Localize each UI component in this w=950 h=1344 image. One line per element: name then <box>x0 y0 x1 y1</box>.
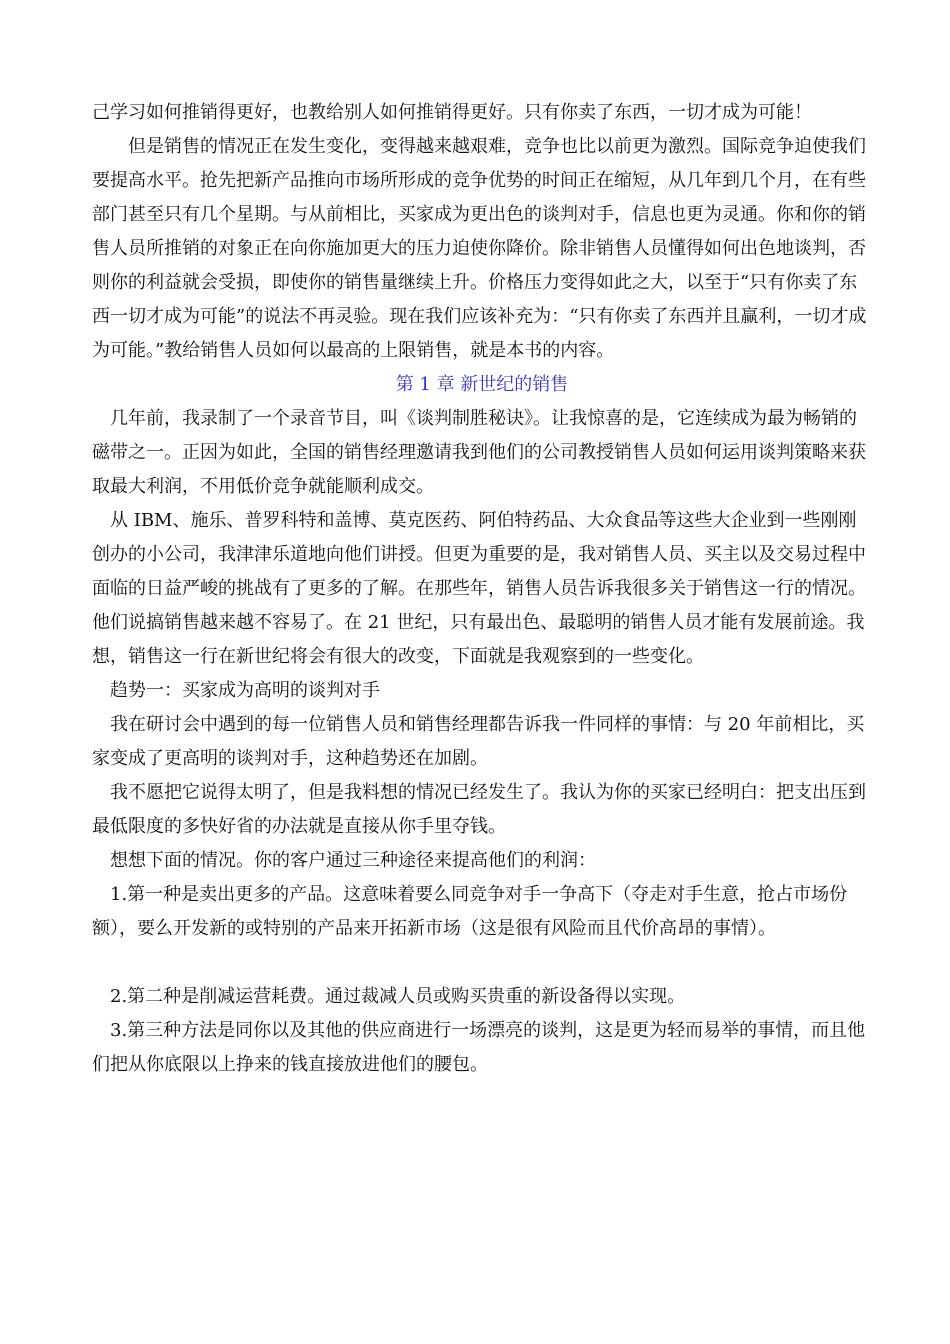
paragraph-buyers-understand: 我不愿把它说得太明了，但是我料想的情况已经发生了。我认为你的买家已经明白：把支出压到最低限度的多快好省的办法就是直接从你手里夺钱。 <box>92 782 866 837</box>
paragraph-recording-program: 几年前，我录制了一个录音节目，叫《谈判制胜秘诀》。让我惊喜的是，它连续成为最为畅销的磁带之一。正因为如此，全国的销售经理邀请我到他们的公司教授销售人员如何运用谈判策略来获取最大利润，不用低价竞争就能顺利成交。 <box>92 408 866 497</box>
list-item-2: 2.第二种是削减运营耗费。通过裁减人员或购买贵重的新设备得以实现。 <box>110 986 686 1007</box>
list-item-3: 3.第三种方法是同你以及其他的供应商进行一场漂亮的谈判，这是更为轻而易举的事情，而且他们把从你底限以上挣来的钱直接放进他们的腰包。 <box>92 1020 866 1075</box>
list-item-1: 1.第一种是卖出更多的产品。这意味着要么同竞争对手一争高下（夺走对手生意，抢占市场份额），要么开发新的或特别的产品来开拓新市场（这是很有风险而且代价高昂的事情）。 <box>92 884 848 939</box>
chapter-title: 第 1 章 新世纪的销售 <box>395 374 569 395</box>
document-body <box>92 96 872 1082</box>
paragraph-three-ways-intro: 想想下面的情况。你的客户通过三种途径来提高他们的利润： <box>110 850 596 871</box>
paragraph-sales-changing: 但是销售的情况正在发生变化，变得越来越艰难，竞争也比以前更为激烈。国际竞争迫使我们要提高水平。抢先把新产品推向市场所形成的竞争优势的时间正在缩短，从几年到几个月，在有些部门甚至只有几个星期。与从前相比，买家成为更出色的谈判对手，信息也更为灵通。你和你的销售人员所推销的对象正在向你施加更大的压力迫使你降价。除非销售人员懂得如何出色地谈判，否则你的利益就会受损，即使你的销售量继续上升。价格压力变得如此之大，以至于“只有你卖了东西一切才成为可能”的说法不再灵验。现在我们应该补充为：“只有你卖了东西并且赢利，一切才成为可能。”教给销售人员如何以最高的上限销售，就是本书的内容。 <box>92 136 867 361</box>
trend-one-heading: 趋势一：买家成为高明的谈判对手 <box>110 680 380 701</box>
blank-line <box>92 946 872 980</box>
paragraph-seminar: 我在研讨会中遇到的每一位销售人员和销售经理都告诉我一件同样的事情：与 20 年前相比，买家变成了更高明的谈判对手，这种趋势还在加剧。 <box>92 714 865 769</box>
paragraph-companies: 从 IBM、施乐、普罗科特和盖博、莫克医药、阿伯特药品、大众食品等这些大企业到一些刚刚创办的小公司，我津津乐道地向他们讲授。但更为重要的是，我对销售人员、买主以及交易过程中面临的日益严峻的挑战有了更多的了解。在那些年，销售人员告诉我很多关于销售这一行的情况。他们说搞销售越来越不容易了。在 21 世纪，只有最出色、最聪明的销售人员才能有发展前途。我想，销售这一行在新世纪将会有很大的改变，下面就是我观察到的一些变化。 <box>92 510 866 667</box>
paragraph-continuation: 己学习如何推销得更好，也教给别人如何推销得更好。只有你卖了东西，一切才成为可能！ <box>92 102 812 123</box>
